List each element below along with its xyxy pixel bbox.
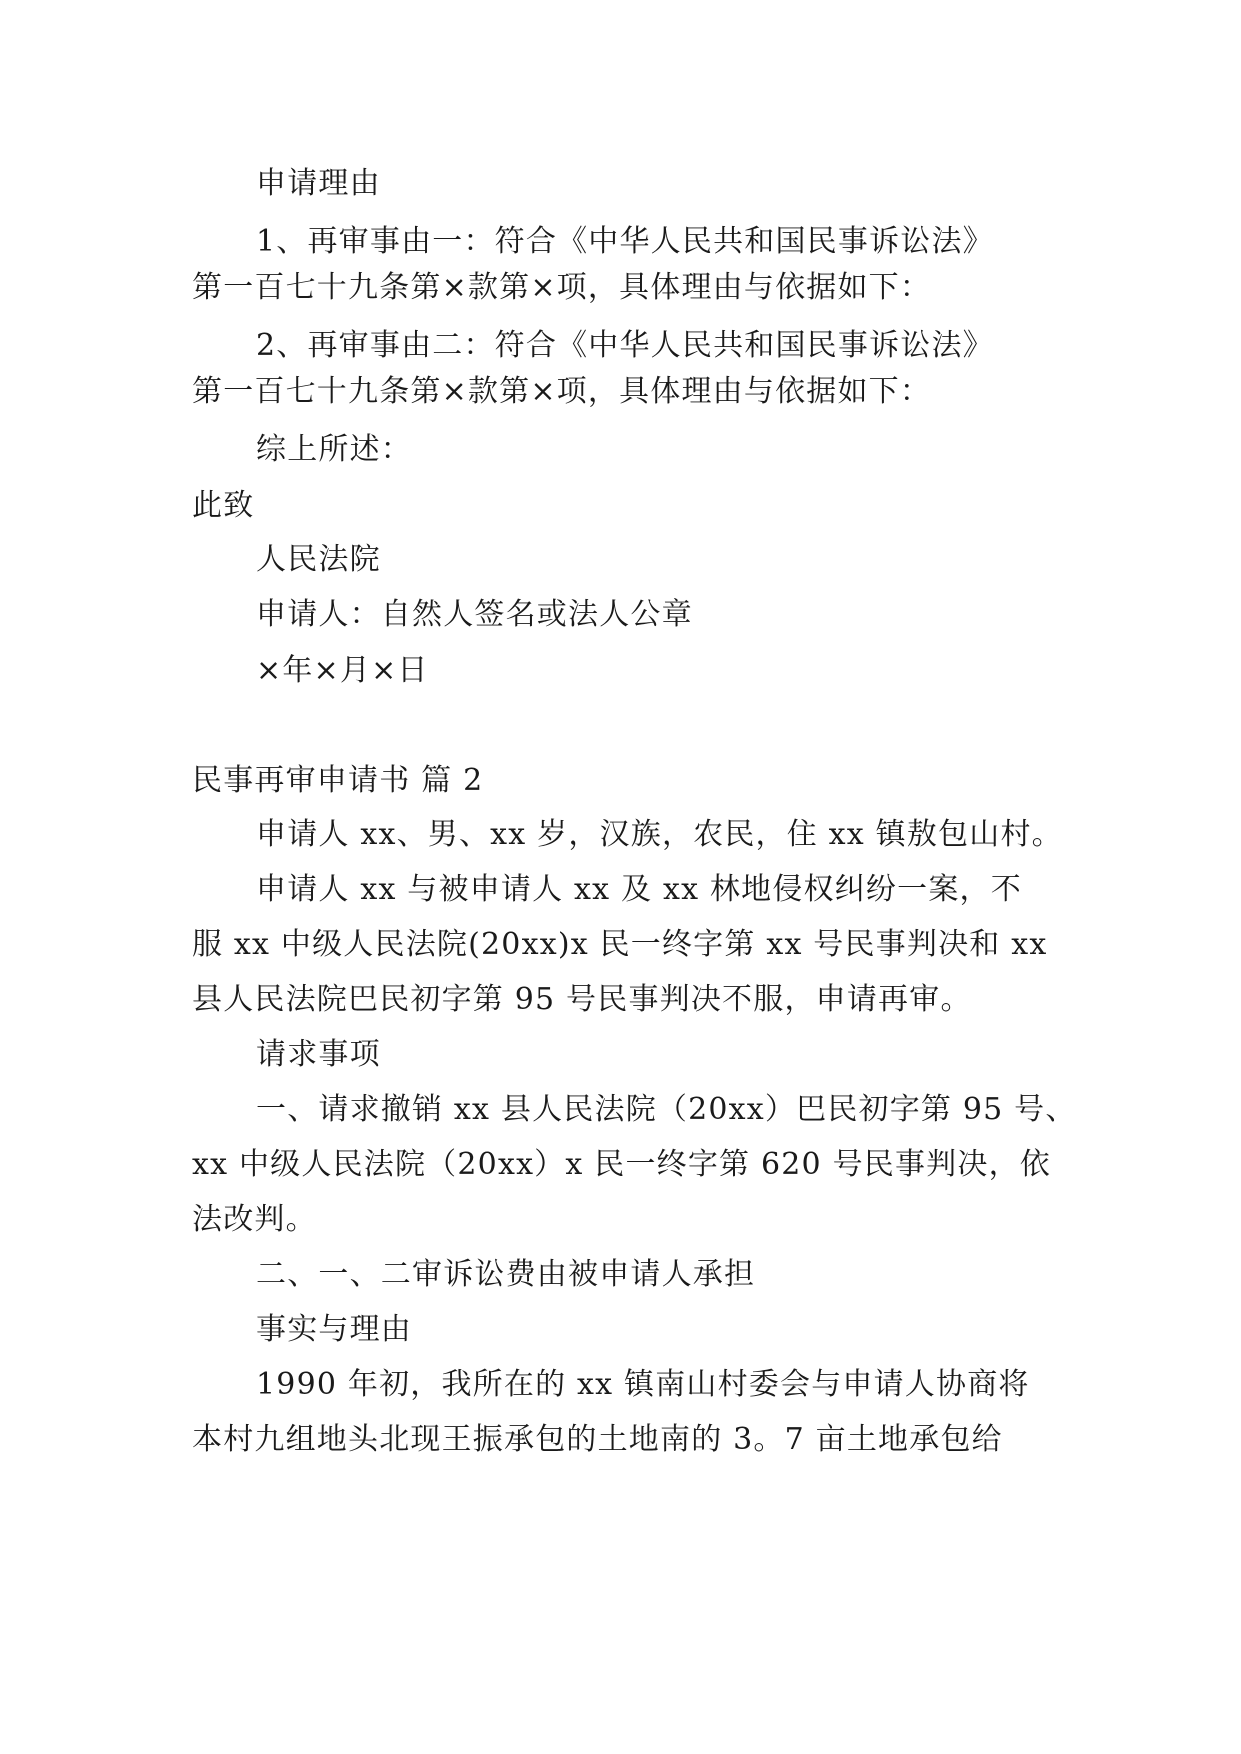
closing-salutation: 此致 [192,488,255,523]
section-title: 民事再审申请书 篇 2 [192,763,484,798]
section-heading-facts-and-reasons: 事实与理由 [256,1312,412,1347]
section-heading-claims: 请求事项 [256,1037,381,1072]
paragraph-line: 1990 年初，我所在的 xx 镇南山村委会与申请人协商将 [256,1367,1030,1402]
section-heading-application-reasons: 申请理由 [256,166,381,201]
paragraph-line: 申请人 xx 与被申请人 xx 及 xx 林地侵权纠纷一案，不 [256,872,1022,907]
paragraph-line: 申请人 xx、男、xx 岁，汉族，农民，住 xx 镇敖包山村。 [256,817,1063,852]
paragraph-line: 第一百七十九条第×款第×项，具体理由与依据如下： [192,374,932,409]
paragraph-line: 服 xx 中级人民法院(20xx)x 民一终字第 xx 号民事判决和 xx [192,927,1048,962]
paragraph-line: 第一百七十九条第×款第×项，具体理由与依据如下： [192,270,932,305]
paragraph-line: 综上所述： [256,432,412,467]
applicant-signature-line: 申请人：自然人签名或法人公章 [256,597,693,632]
paragraph-line: 县人民法院巴民初字第 95 号民事判决不服，申请再审。 [192,982,972,1017]
paragraph-line: xx 中级人民法院（20xx）x 民一终字第 620 号民事判决，依 [192,1147,1051,1182]
paragraph-line: 二、一、二审诉讼费由被申请人承担 [256,1257,756,1292]
paragraph-line: 本村九组地头北现王振承包的土地南的 3。7 亩土地承包给 [192,1422,1003,1457]
paragraph-line: 法改判。 [192,1202,317,1237]
date-line: ×年×月×日 [256,653,429,688]
paragraph-line: 一、请求撤销 xx 县人民法院（20xx）巴民初字第 95 号、 [256,1092,1077,1127]
paragraph-line: 1、再审事由一：符合《中华人民共和国民事诉讼法》 [256,224,994,259]
court-addressee: 人民法院 [256,542,381,577]
paragraph-line: 2、再审事由二：符合《中华人民共和国民事诉讼法》 [256,328,994,363]
